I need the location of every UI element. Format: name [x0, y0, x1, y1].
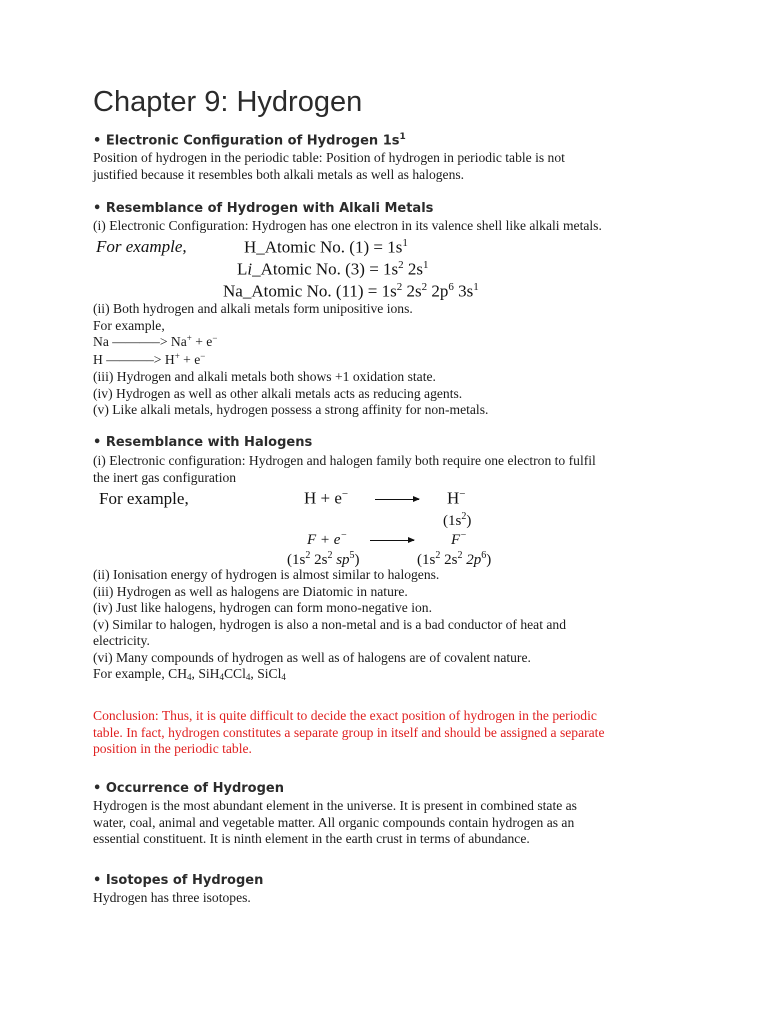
config-row-sodium: Na_Atomic No. $(11) = 1s^2$ $2s^2$ $2p^6$ $3s^1$ [223, 281, 479, 301]
section-heading-isotopes: • Isotopes of Hydrogen [93, 873, 264, 888]
reaction-hydrogen-lhs: H + e− [304, 488, 349, 508]
reaction-fluorine-rhs: F− [451, 530, 467, 548]
halogen-reaction-figure [99, 486, 519, 572]
section-intro-halogens: (i) Electronic configuration: Hydrogen and halogen family both require one electron to fulfil the inert gas configuration [93, 453, 596, 485]
arrow-icon [375, 499, 419, 500]
figure-label: For example, [96, 237, 187, 256]
fluorine-config-left: ($1s^2$ $2s^2$ $sp^5$) [287, 550, 360, 568]
conclusion-paragraph: Conclusion: Thus, it is quite difficult to decide the exact position of hydrogen in the periodic table. In fact, hydrogen constitutes a separate group in itself and should be assigned a separate position in the periodic table. [93, 708, 605, 756]
section-body-occurrence: Hydrogen is the most abundant element in the universe. It is present in combined state as water, coal, animal and vegetable matter. All organic compounds contain hydrogen as an essential constituent. It is ninth element in the earth crust in terms of abundance. [93, 798, 577, 846]
ion-equation-sodium: Na ———–> Na+ + e− [93, 333, 218, 349]
reaction-fluorine-lhs: F + e− [307, 530, 348, 548]
config-row-hydrogen: H_Atomic No. $(1) = 1s^1$ [244, 237, 408, 257]
fluorine-config-right: ($1s^2$ $2s^2$ $2p^6$) [417, 550, 492, 568]
section-body-halogens: (ii) Ionisation energy of hydrogen is almost similar to halogens. (iii) Hydrogen as well as halogens are Diatomic in nature. (iv) Just like halogens, hydrogen can form mono-negative ion. (v) Similar to halogen, hydrogen is also a non-metal and is a bad conductor of heat and electricity. (vi) Many compounds of hydrogen as well as of halogens are of covalent nature. For example, $CH_4$, SiH$_4$CCl$_4$, SiCl$_4$ [93, 567, 683, 684]
section-body-isotopes: Hydrogen has three isotopes. [93, 890, 251, 905]
section-body-electronic-configuration: Position of hydrogen in the periodic table: Position of hydrogen in periodic table is not justified because it resembles both alkali metals as well as halogens. [93, 150, 565, 182]
figure-label: For example, [99, 489, 189, 508]
section-heading-electronic-configuration: • Electronic Configuration of Hydrogen $1s^1$ [93, 132, 406, 149]
config-row-lithium: Li_Atomic No. $(3) = 1s^2$ $2s^1$ [237, 259, 429, 279]
section-body-alkali-metals: (ii) Both hydrogen and alkali metals form unipositive ions. For example, Na ———–> Na+ + e− H ———–> H+ + e− (iii) Hydrogen and alkali metals both shows +1 oxidation state. (iv) Hydrogen as well as other alkali metals acts as reducing agents. (v) Like alkali metals, hydrogen possess a strong affinity for non-metals. [93, 301, 683, 419]
ion-equation-hydrogen: H ———–> H+ + e− [93, 350, 206, 367]
section-heading-alkali-metals: • Resemblance of Hydrogen with Alkali Metals [93, 201, 434, 216]
section-heading-occurrence: • Occurrence of Hydrogen [93, 781, 284, 796]
hydrogen-config: $(1s^2)$ [443, 511, 472, 529]
alkali-config-figure [96, 235, 516, 305]
covalent-examples: For example, $CH_4$, SiH$_4$CCl$_4$, SiCl$_4$ [93, 666, 286, 682]
reaction-hydrogen-rhs: H− [447, 488, 466, 508]
section-heading-halogens: • Resemblance with Halogens [93, 435, 313, 450]
page-title: Chapter 9: Hydrogen [93, 86, 363, 118]
arrow-icon [370, 540, 414, 541]
section-intro-alkali-metals: (i) Electronic Configuration: Hydrogen has one electron in its valence shell like alkali metals. [93, 218, 602, 233]
